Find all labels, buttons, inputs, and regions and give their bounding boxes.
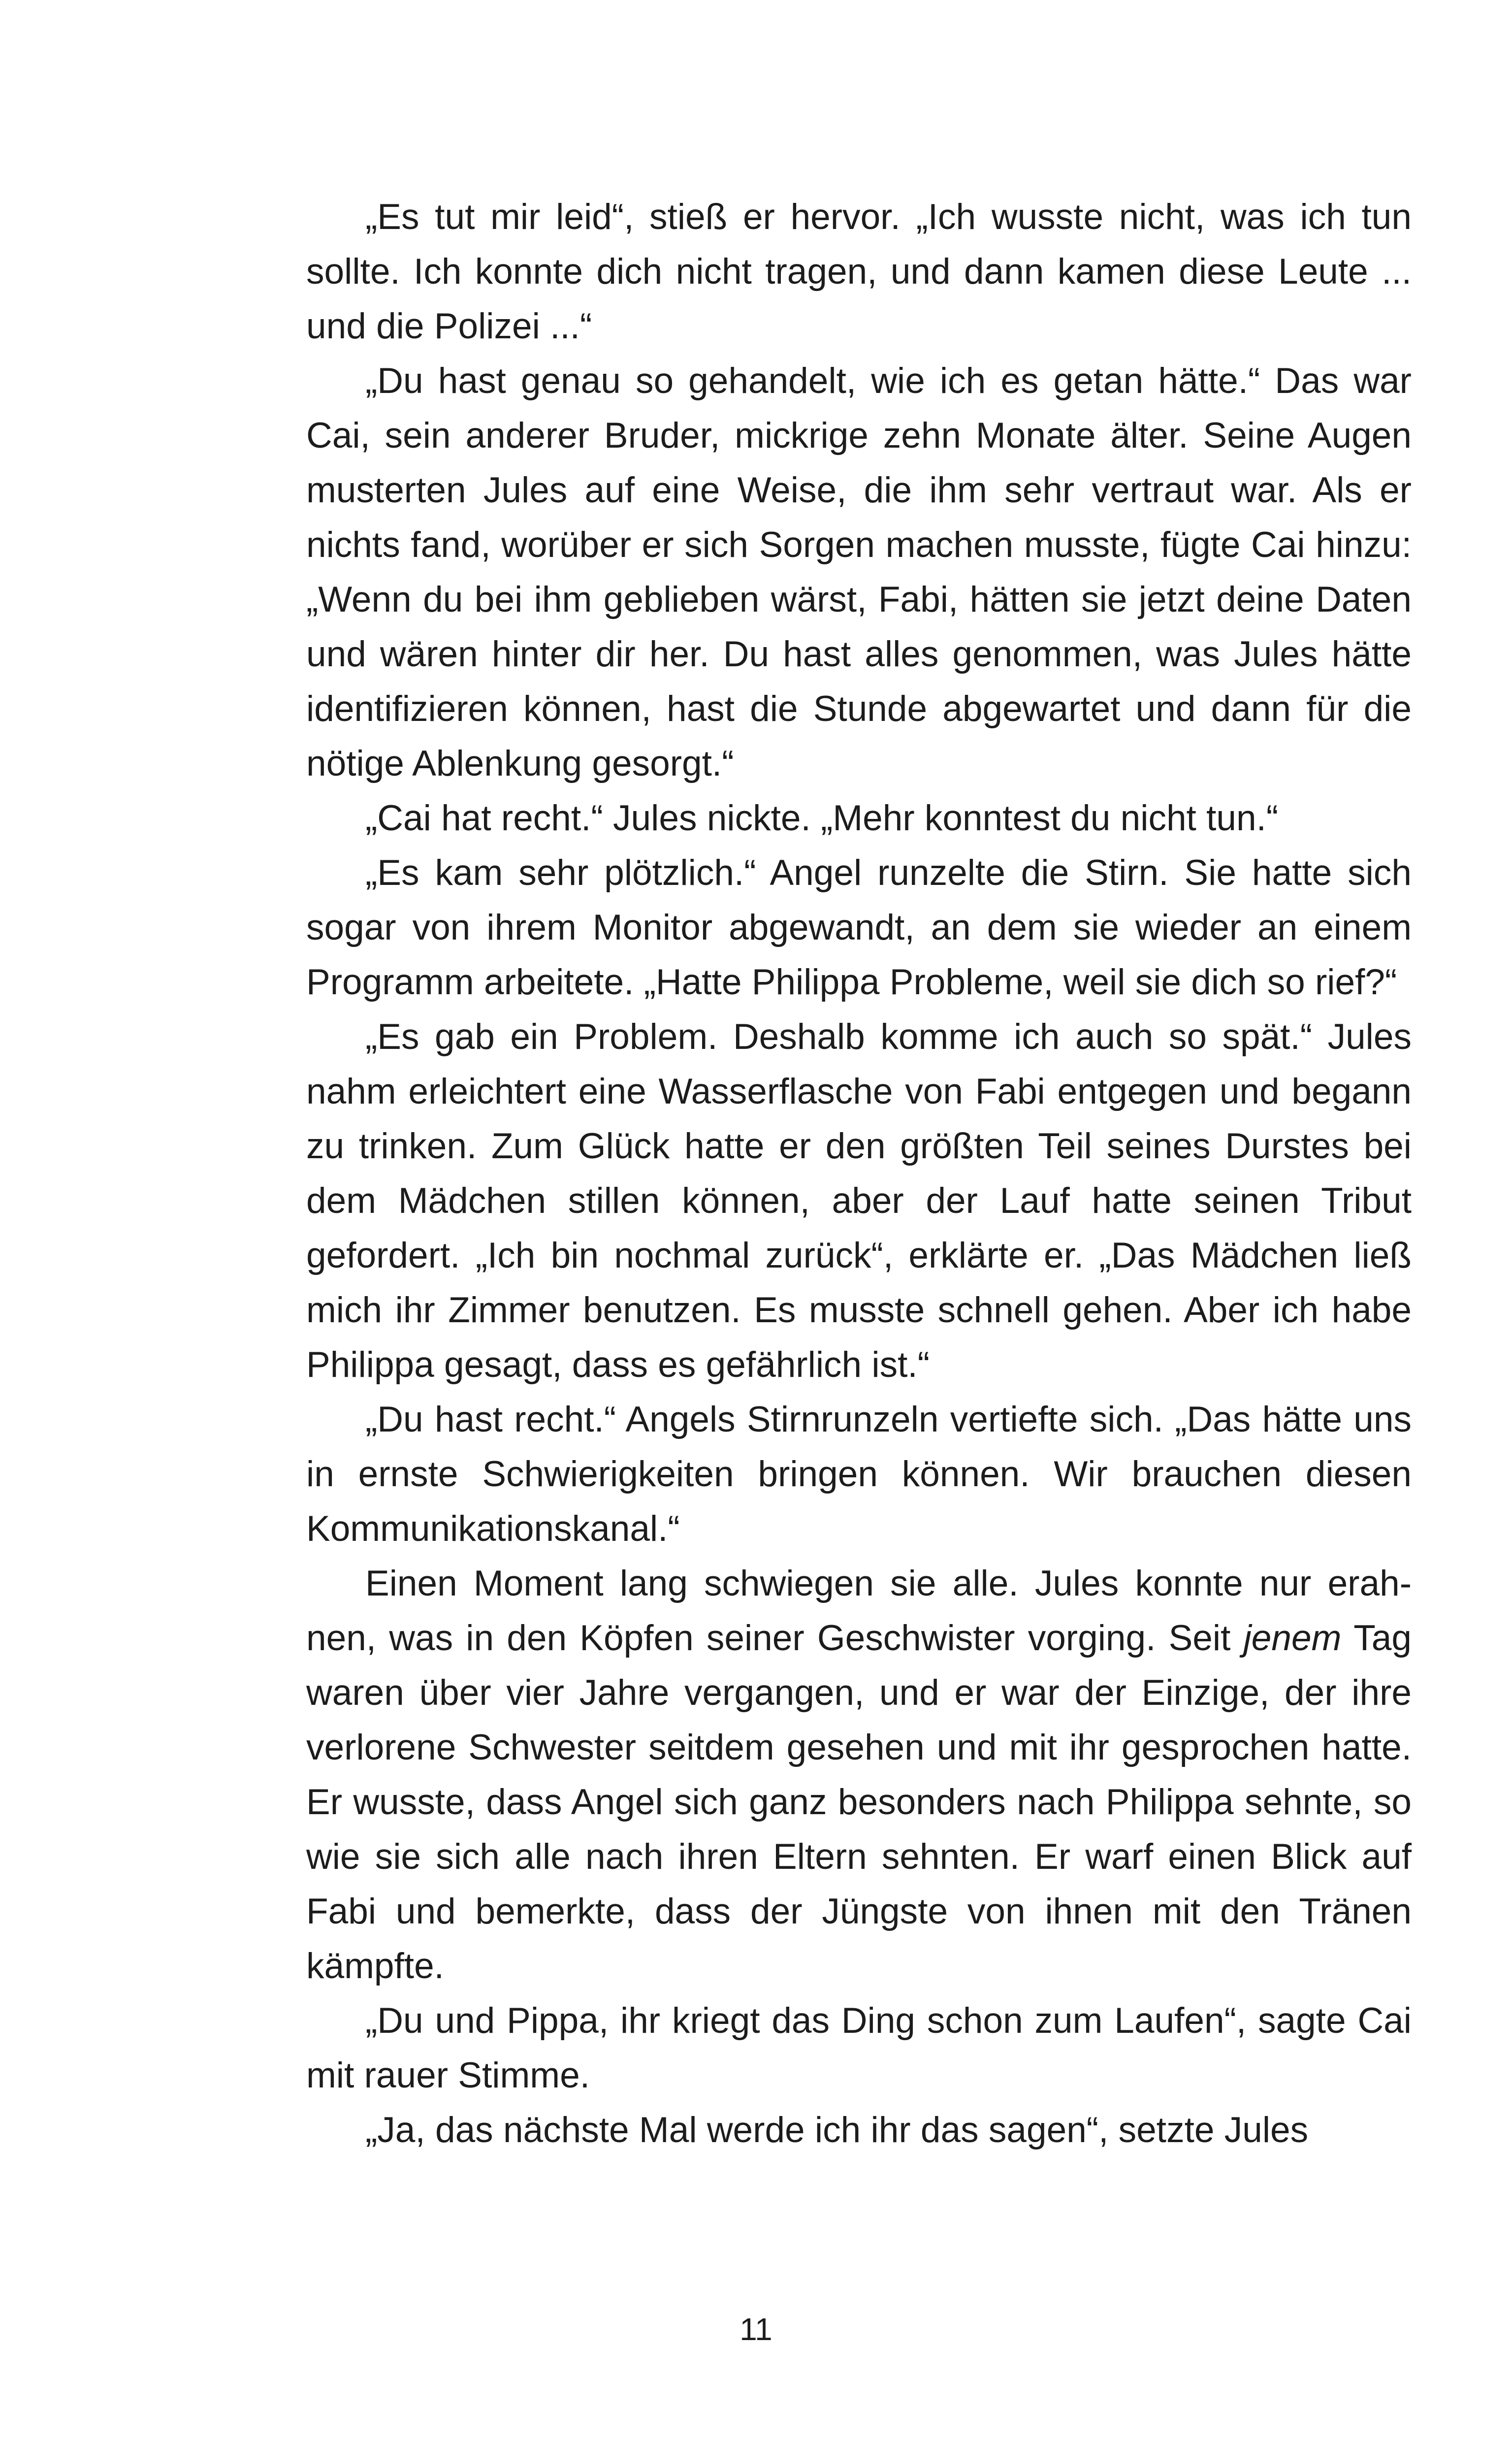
paragraph-7-text-after: Tag waren über vier Jahre vergangen, und er war der Einzige, der ihre verlorene Schwester seitdem gesehen und mit ihr gesprochen hatte. Er wusste, dass Angel sich ganz besonders nach Philippa sehnte, so wie sie sich alle nach ihren Eltern sehnten. Er warf einen Blick auf Fabi und bemerkte, dass der Jüngste von ihnen mit den Tränen kämpfte. [306, 1618, 1412, 1986]
paragraph-6: „Du hast recht.“ Angels Stirnrunzeln vertiefte sich. „Das hätte uns in ernste Schwierigkeiten bringen können. Wir brauchen diesen Kommunikationskanal.“ [306, 1400, 1412, 1549]
paragraph-5: „Es gab ein Problem. Deshalb komme ich auch so spät.“ Jules nahm erleichtert eine Wasserflasche von Fabi entgegen und begann zu trinken. Zum Glück hatte er den größten Teil seines Durstes bei dem Mädchen stillen können, aber der Lauf hatte seinen Tribut gefordert. „Ich bin nochmal zurück“, erklärte er. „Das Mädchen ließ mich ihr Zimmer benutzen. Es musste schnell gehen. Aber ich habe Philippa gesagt, dass es gefährlich ist.“ [306, 1017, 1412, 1385]
paragraph-1: „Es tut mir leid“, stieß er hervor. „Ich wusste nicht, was ich tun sollte. Ich konnte dich nicht tragen, und dann kamen diese Leute ... und die Polizei ...“ [306, 197, 1412, 346]
emphasized-word: jenem [1243, 1618, 1342, 1658]
paragraph-3: „Cai hat recht.“ Jules nickte. „Mehr konntest du nicht tun.“ [365, 798, 1279, 838]
paragraph-2: „Du hast genau so gehandelt, wie ich es getan hätte.“ Das war Cai, sein anderer Bruder, mickrige zehn Monate älter. Seine Augen musterten Jules auf eine Weise, die ihm sehr vertraut war. Als er nichts fand, worüber er sich Sorgen machen musste, fügte Cai hinzu: „Wenn du bei ihm geblieben wärst, Fabi, hätten sie jetzt deine Daten und wären hinter dir her. Du hast alles genommen, was Jules hätte identifizieren können, hast die Stunde abgewartet und dann für die nötige Ablenkung gesorgt.“ [306, 361, 1412, 783]
paragraph-7-text-before: Einen Moment lang schwiegen sie alle. Jules konnte nur erahnen, was in den Köpfen seiner Geschwister vorging. Seit [306, 1564, 1412, 1658]
paragraph-4: „Es kam sehr plötzlich.“ Angel runzelte die Stirn. Sie hatte sich sogar von ihrem Monitor abgewandt, an dem sie wieder an einem Programm arbeitete. „Hatte Philippa Probleme, weil sie dich so rief?“ [306, 853, 1412, 1002]
page-number: 11 [740, 2312, 772, 2347]
paragraph-8: „Du und Pippa, ihr kriegt das Ding schon zum Laufen“, sagte Cai mit rauer Stimme. [306, 2001, 1412, 2095]
body-text [306, 190, 1412, 2157]
paragraph-9: „Ja, das nächste Mal werde ich ihr das sagen“, setzte Jules [365, 2110, 1309, 2150]
paragraph-7 [306, 1556, 1412, 1993]
